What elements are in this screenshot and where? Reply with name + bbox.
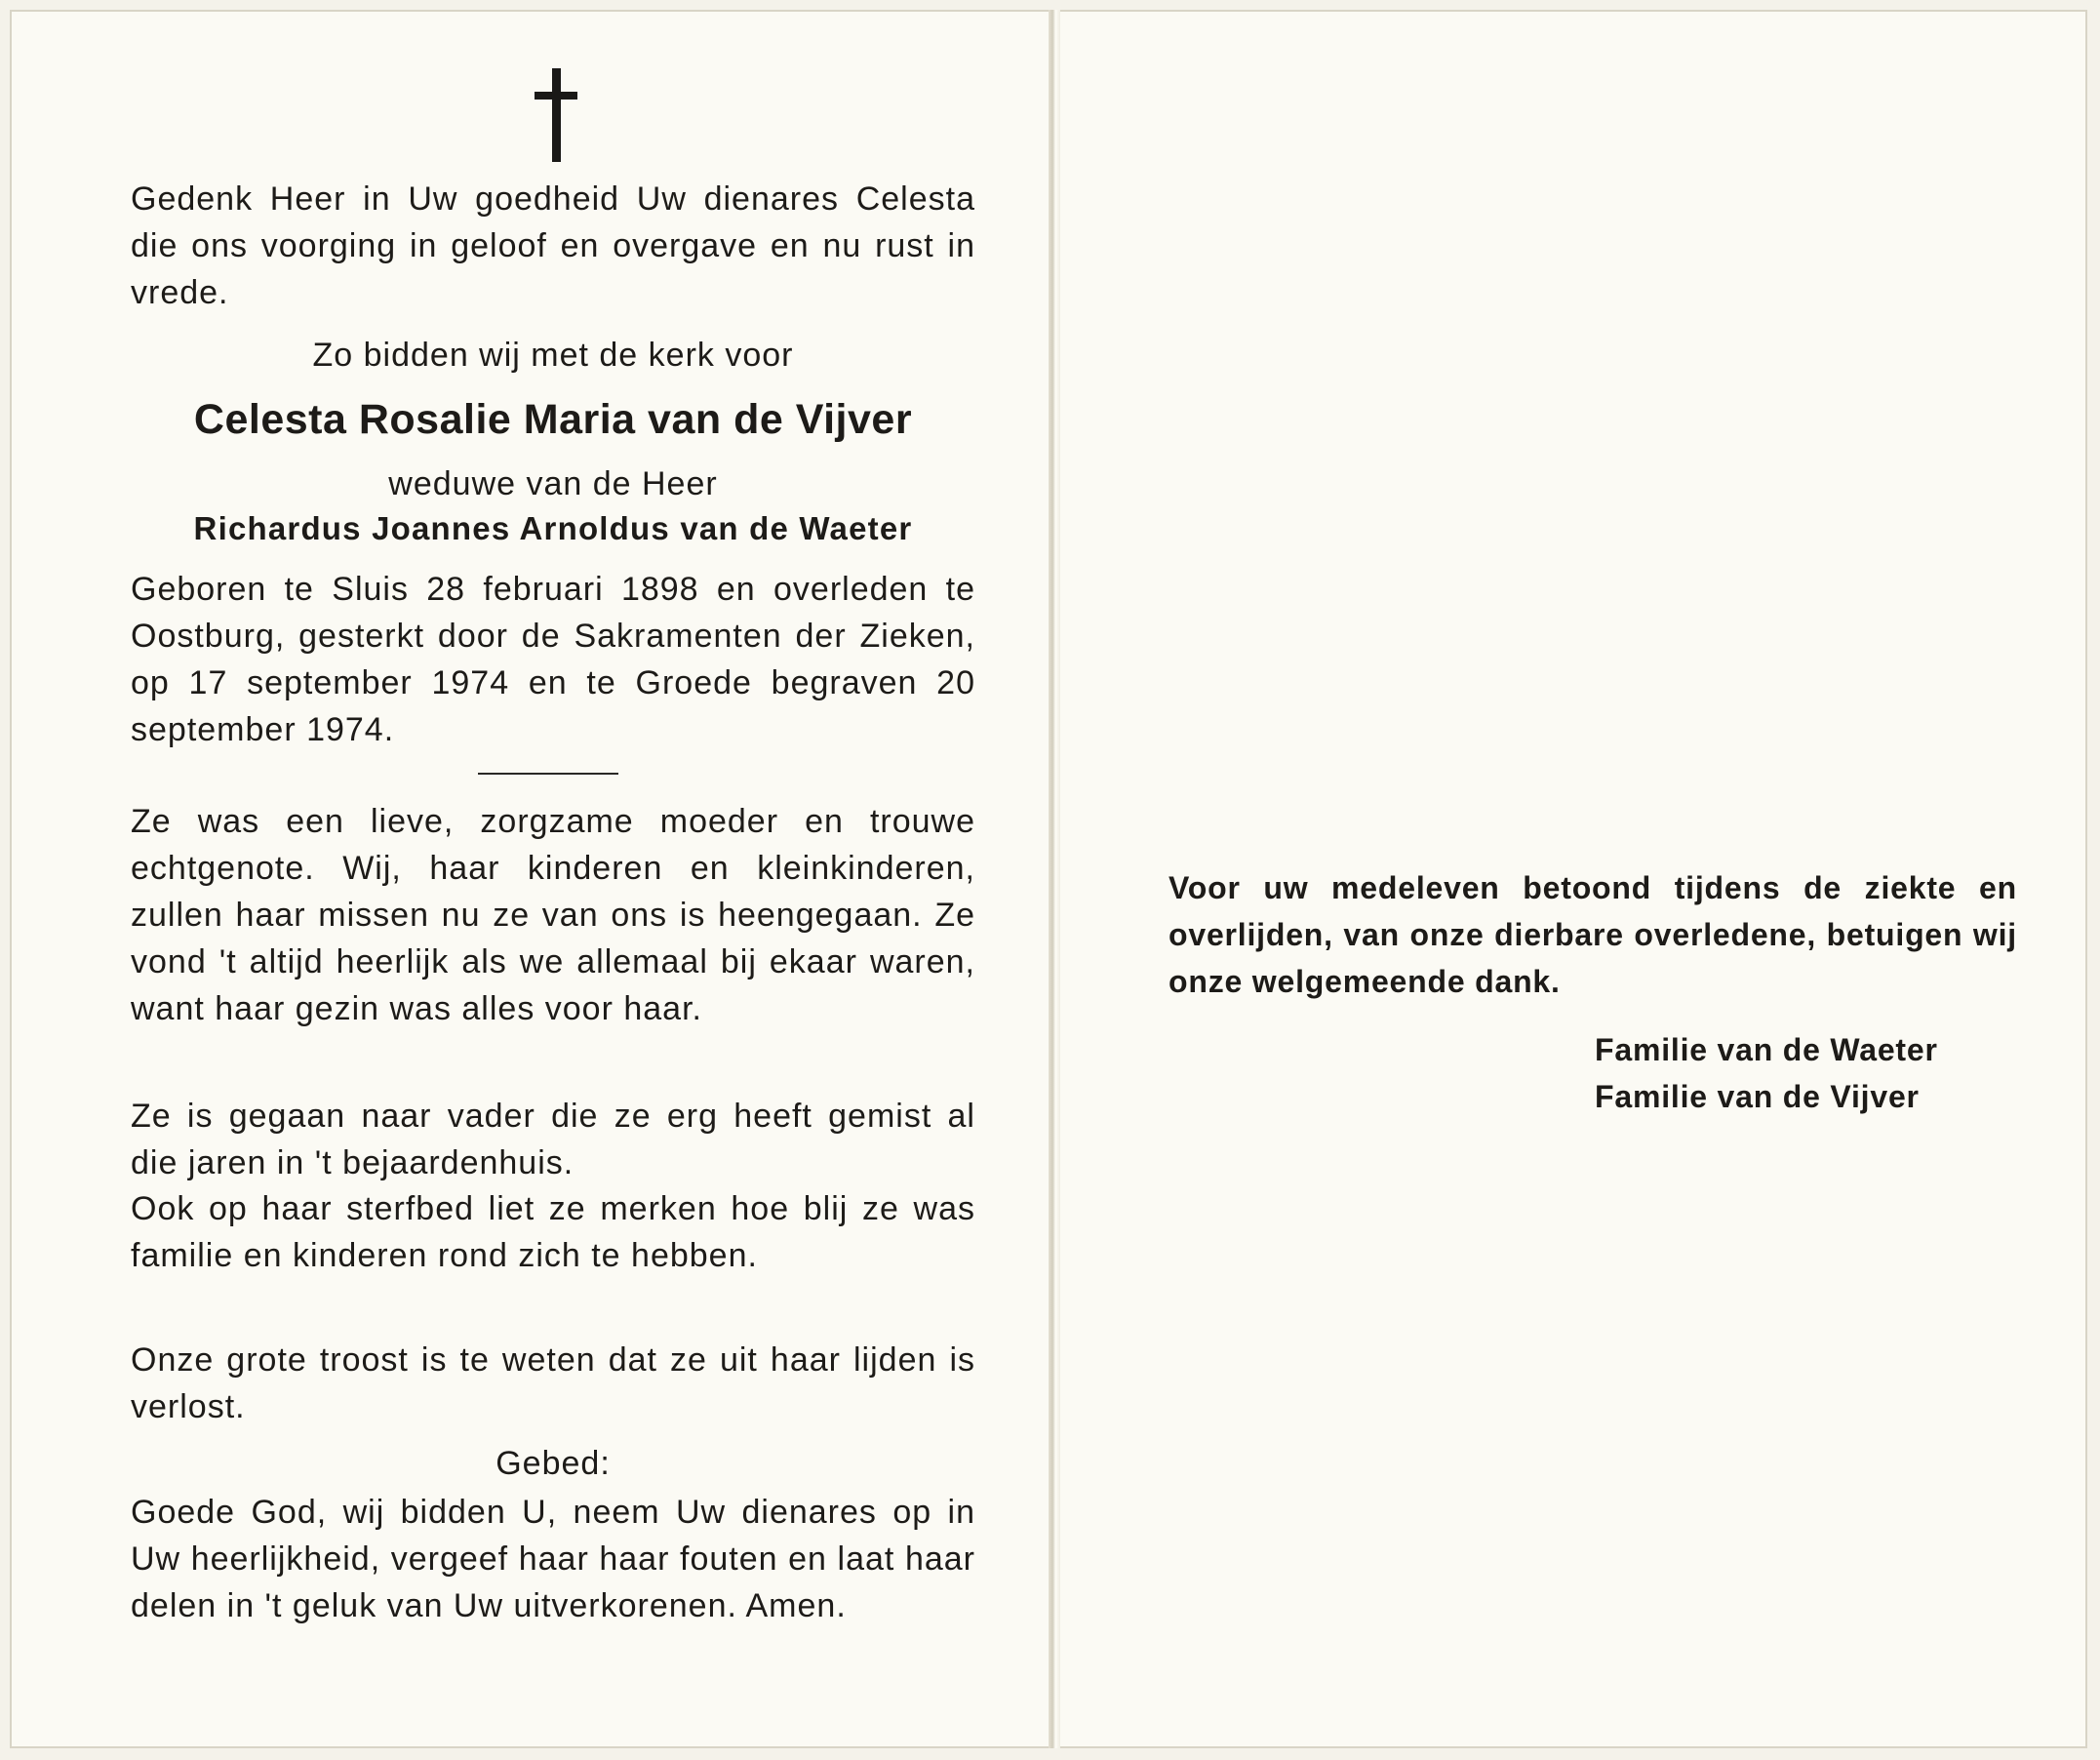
life-details: Geboren te Sluis 28 februari 1898 en overleden te Oostburg, gesterkt door de Sakramenten der Zieken, op 17 september 1974 en te Groede begraven 20 september 1974. bbox=[131, 571, 975, 748]
deceased-name: Celesta Rosalie Maria van de Vijver bbox=[193, 396, 913, 443]
divider-rule bbox=[478, 773, 618, 775]
cross-icon bbox=[535, 68, 577, 162]
memory-paragraph-2: Ze is gegaan naar vader die ze erg heeft gemist al die jaren in 't bejaardenhuis. bbox=[131, 1098, 975, 1181]
thanks-text: Voor uw medeleven betoond tijdens de ziekte en overlijden, van onze dierbare overledene, betuigen wij onze welgemeende dank. bbox=[1169, 870, 2017, 999]
memory-paragraph-3: Ook op haar sterfbed liet ze merken hoe blij ze was familie en kinderen rond zich te hebben. bbox=[131, 1190, 975, 1274]
family-signature-1: Familie van de Waeter bbox=[1595, 1032, 1938, 1067]
memory-paragraph-1: Ze was een lieve, zorgzame moeder en trouwe echtgenote. Wij, haar kinderen en kleinkinderen, zullen haar missen nu ze van ons is heengegaan. Ze vond 't altijd heerlijk als we allemaal bij ekaar waren, want haar gezin was alles voor haar. bbox=[131, 803, 975, 1027]
memory-paragraph-4: Onze grote troost is te weten dat ze uit haar lijden is verlost. bbox=[131, 1341, 975, 1425]
card-fold bbox=[1049, 10, 1060, 1748]
right-panel bbox=[1060, 10, 2087, 1748]
opening-text: Gedenk Heer in Uw goedheid Uw dienares Celesta die ons voorging in geloof en overgave en nu rust in vrede. bbox=[131, 180, 975, 311]
prayer-heading: Gebed: bbox=[495, 1445, 611, 1482]
widow-line: weduwe van de Heer bbox=[388, 465, 718, 502]
prayer-intro: Zo bidden wij met de kerk voor bbox=[312, 337, 794, 374]
prayer-text: Goede God, wij bidden U, neem Uw dienares op in Uw heerlijkheid, vergeef haar haar fouten en laat haar delen in 't geluk van Uw uitverkorenen. Amen. bbox=[131, 1494, 975, 1624]
left-panel bbox=[10, 10, 1049, 1748]
family-signature-2: Familie van de Vijver bbox=[1595, 1079, 1920, 1114]
husband-name: Richardus Joannes Arnoldus van de Waeter bbox=[193, 510, 913, 546]
